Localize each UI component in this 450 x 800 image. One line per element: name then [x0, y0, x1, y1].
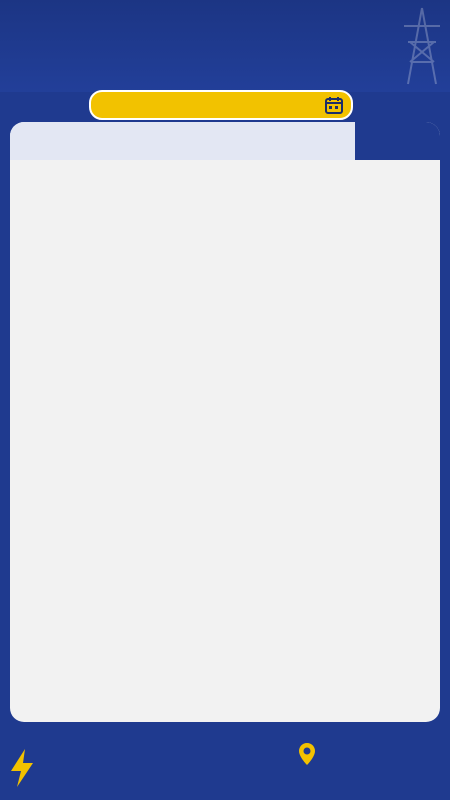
location-pin-icon [298, 742, 316, 766]
header-address [10, 122, 270, 160]
header [0, 0, 450, 92]
header-cut-time [355, 122, 440, 160]
lightning-bolt-icon [8, 748, 36, 788]
header-connect-time [270, 122, 355, 160]
table-header [10, 122, 440, 160]
calendar-icon [325, 96, 343, 114]
schedule-table [10, 122, 440, 722]
date-badge [89, 90, 353, 120]
power-tower-icon [398, 6, 446, 86]
